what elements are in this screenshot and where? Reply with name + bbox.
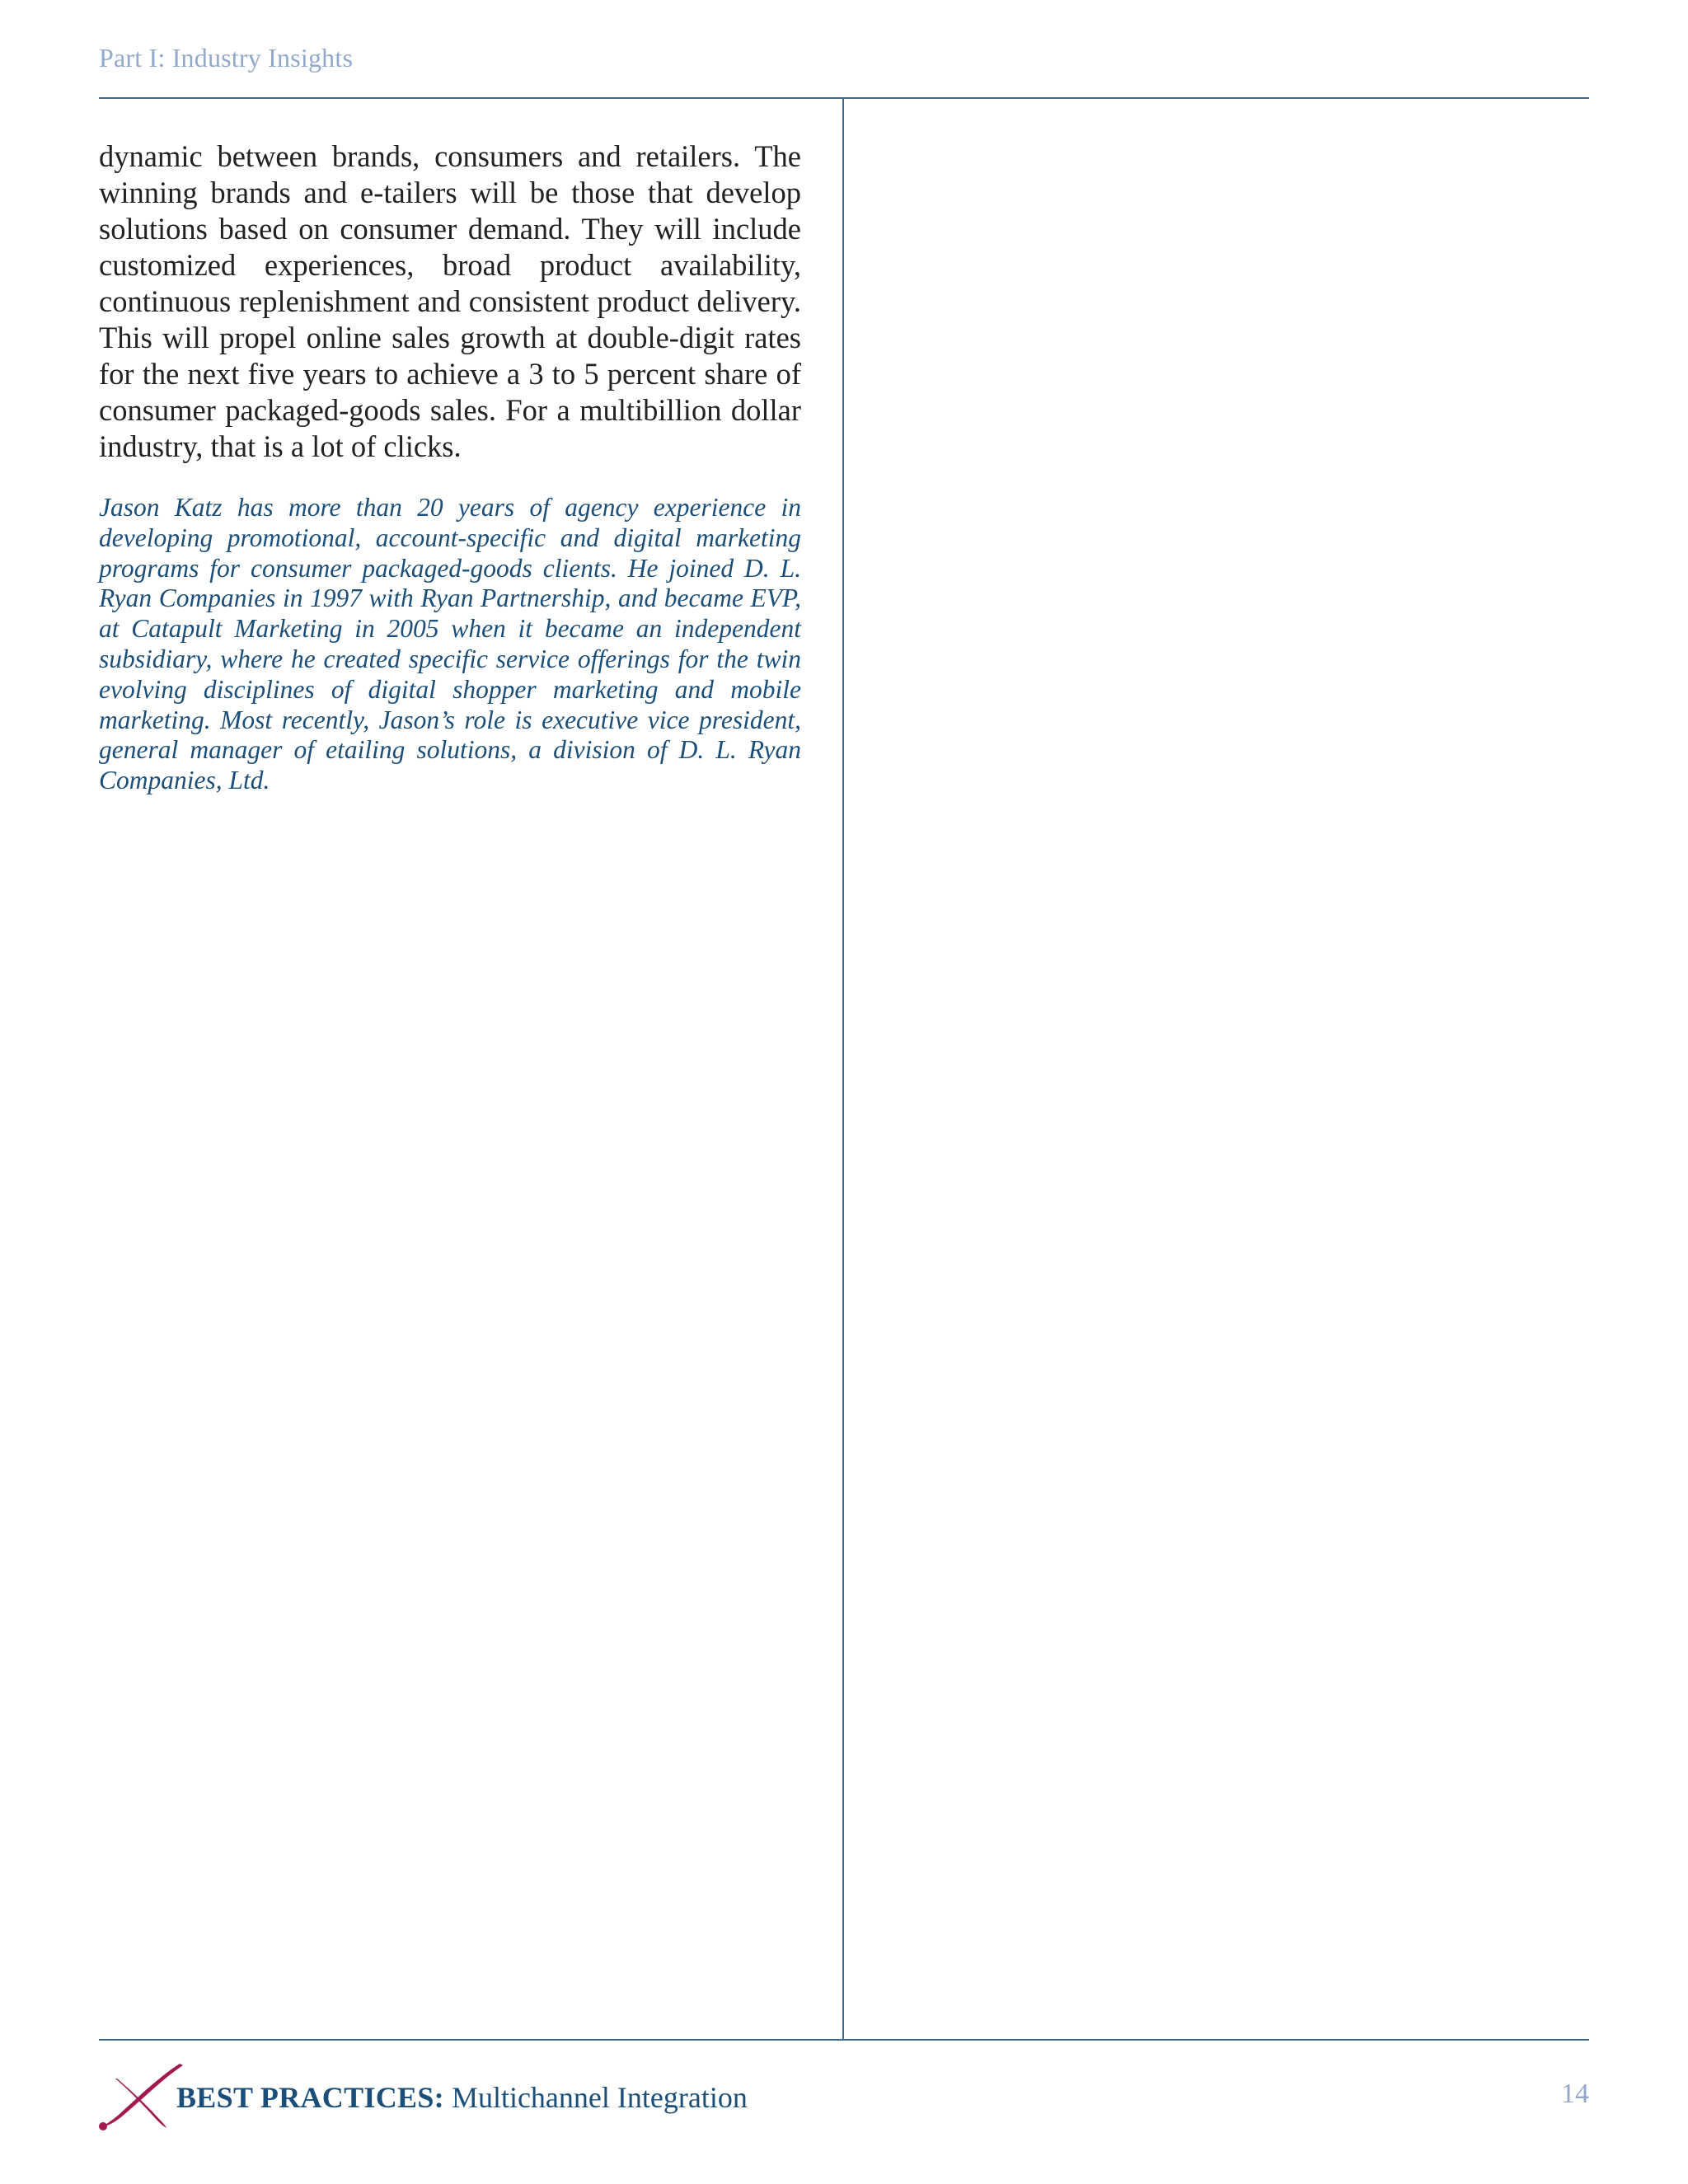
right-column-empty: [844, 99, 1589, 2039]
footer-series-label: BEST PRACTICES:: [176, 2081, 444, 2114]
crossed-swash-x-logo-icon: [97, 2060, 188, 2131]
left-column: [99, 138, 801, 796]
page-number: 14: [1561, 2079, 1589, 2109]
footer-series-title: [176, 2080, 748, 2115]
running-head: Part I: Industry Insights: [99, 43, 354, 73]
footer-rule: [99, 2039, 1589, 2041]
footer-series-topic: Multichannel Integration: [451, 2081, 748, 2114]
author-bio: Jason Katz has more than 20 years of agency experience in developing promotional, account-specific and digital marketing programs for consumer packaged-goods clients. He joined D. L. Ryan Companies in 1997 with Ryan Partnership, and became EVP, at Catapult Marketing in 2005 when it became an independent subsidiary, where he created specific service offerings for the twin evolving disciplines of digital shopper marketing and mobile marketing. Most recently, Jason’s role is executive vice president, general manager of etailing solutions, a division of D. L. Ryan Companies, Ltd.: [99, 493, 801, 795]
body-paragraph: dynamic between brands, consumers and retailers. The winning brands and e-tailers will be those that develop solutions based on consumer demand. They will include customized experiences, broad product availability, continuous replenishment and consistent product delivery. This will propel online sales growth at double-digit rates for the next five years to achieve a 3 to 5 percent share of consumer packaged-goods sales. For a multibillion dollar industry, that is a lot of clicks.: [99, 139, 801, 463]
